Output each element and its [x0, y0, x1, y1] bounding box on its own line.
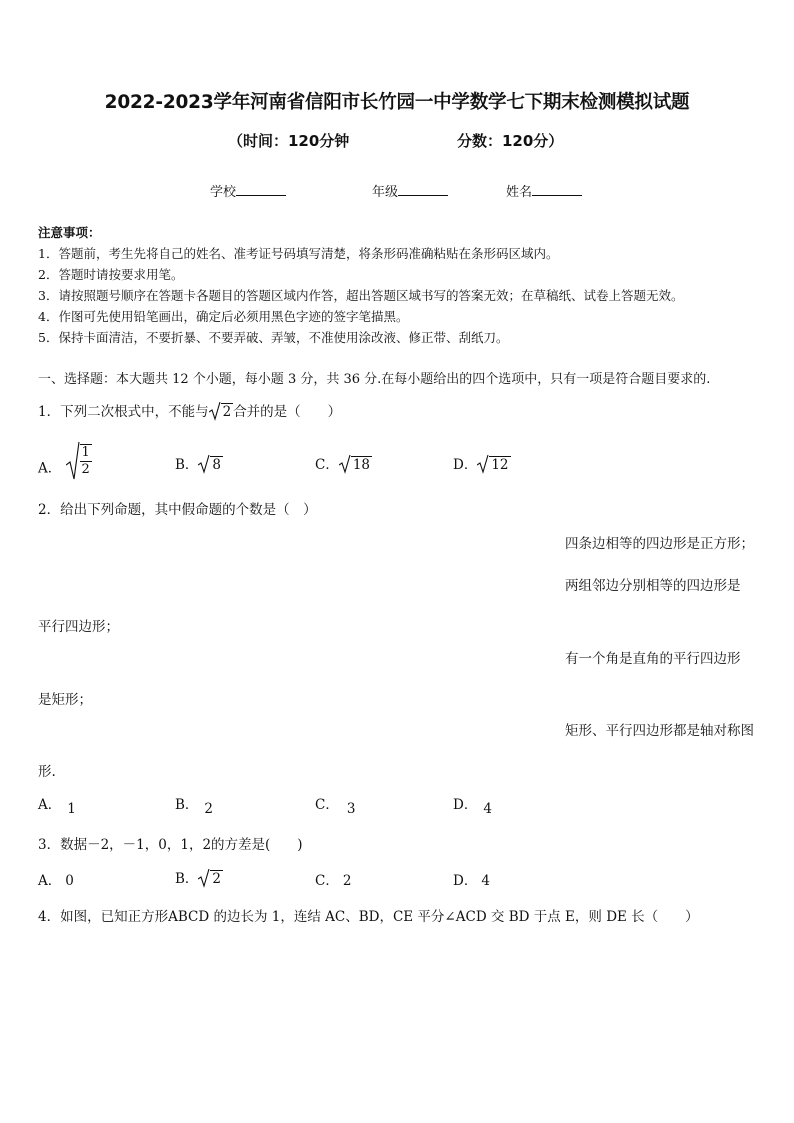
school-field	[210, 181, 286, 200]
exam-title: 2022-2023学年河南省信阳市长竹园一中学数学七下期末检测模拟试题	[104, 92, 690, 113]
name-blank	[532, 183, 582, 196]
q3-option-c[interactable]	[315, 869, 351, 889]
time-limit: （时间：120分钟	[228, 132, 350, 150]
sqrt-expression	[198, 871, 223, 887]
option-value: 0	[65, 873, 74, 889]
option-label: D．	[453, 797, 478, 813]
fraction	[80, 444, 92, 478]
option-value: 4	[483, 801, 492, 817]
notice-heading: 注意事项：	[38, 225, 101, 240]
name-field	[506, 181, 582, 200]
q2-statement-line: 是矩形；	[38, 692, 92, 708]
option-value: 4	[481, 873, 490, 889]
option-label: A．	[38, 460, 62, 477]
q2-statement-line: 矩形、平行四边形都是轴对称图	[565, 723, 754, 739]
q2-statement-line: 形.	[38, 764, 56, 780]
grade-field	[372, 181, 448, 200]
q2-option-c[interactable]	[315, 793, 356, 817]
q1-stem-part-b: 合并的是（ ）	[233, 404, 342, 420]
q1-stem-part-a: 1．下列二次根式中，不能与	[38, 404, 209, 420]
q2-statement-line: 有一个角是直角的平行四边形	[565, 651, 741, 667]
q1-option-d[interactable]	[453, 453, 511, 473]
grade-label: 年级	[372, 185, 399, 200]
numerator: 1	[81, 445, 90, 460]
radicand: 2	[222, 404, 232, 420]
q3-option-a[interactable]	[38, 869, 74, 889]
question-1-stem	[38, 400, 341, 420]
option-label: C．	[315, 797, 339, 813]
radical-sign-icon	[198, 454, 210, 474]
option-label: A．	[38, 873, 62, 889]
option-value: 2	[204, 801, 214, 817]
radical-sign-icon	[198, 868, 210, 888]
name-label: 姓名	[506, 185, 533, 200]
sqrt-expression	[209, 404, 234, 420]
q2-option-a[interactable]	[38, 793, 76, 817]
denominator: 2	[81, 462, 90, 477]
notice-item: 1．答题前，考生先将自己的姓名、准考证号码填写清楚，将条形码准确粘贴在条形码区域内。	[38, 246, 559, 261]
sqrt-expression	[477, 457, 510, 473]
option-label: C．	[315, 873, 339, 889]
q3-option-b[interactable]	[175, 867, 223, 887]
q3-option-d[interactable]	[453, 869, 490, 889]
radicand: 18	[352, 457, 371, 473]
radicand: 8	[212, 457, 222, 473]
radical-sign-icon	[339, 454, 351, 474]
question-2-stem: 2．给出下列命题，其中假命题的个数是（ ）	[38, 502, 317, 518]
sqrt-fraction	[66, 444, 92, 478]
q2-option-d[interactable]	[453, 793, 492, 817]
option-label: B．	[175, 457, 199, 473]
question-4-stem: 4．如图，已知正方形ABCD 的边长为 1，连结 AC、BD，CE 平分∠ACD 交 BD 于点 E，则 DE 长（ ）	[38, 909, 699, 925]
q1-option-b[interactable]	[175, 453, 223, 473]
notice-item: 5．保持卡面清洁，不要折暴、不要弄破、弄皱，不准使用涂改液、修正带、刮纸刀。	[38, 330, 509, 345]
notice-item: 2．答题时请按要求用笔。	[38, 267, 184, 282]
school-blank	[236, 183, 286, 196]
option-label: B．	[175, 871, 199, 887]
q2-statement-line: 平行四边形；	[38, 619, 119, 635]
q2-statement-line: 两组邻边分别相等的四边形是	[565, 578, 741, 594]
q2-statement-line: 四条边相等的四边形是正方形；	[565, 536, 754, 552]
q1-option-a[interactable]	[38, 445, 92, 486]
option-value: 2	[342, 873, 352, 889]
school-label: 学校	[210, 185, 237, 200]
notice-item: 3．请按照题号顺序在答题卡各题目的答题区域内作答，超出答题区域书写的答案无效；在草稿纸、试卷上答题无效。	[38, 288, 684, 303]
option-value: 3	[346, 801, 356, 817]
option-label: C．	[315, 457, 339, 473]
grade-blank	[398, 183, 448, 196]
q1-option-c[interactable]	[315, 453, 372, 473]
question-3-stem: 3．数据－2，－1，0，1，2的方差是( )	[38, 837, 303, 853]
sqrt-expression	[339, 457, 372, 473]
option-value: 1	[67, 801, 76, 817]
radicand: 2	[212, 871, 222, 887]
radicand: 12	[491, 457, 509, 473]
radical-sign-icon	[477, 454, 489, 474]
option-label: B．	[175, 797, 199, 813]
option-label: A．	[38, 797, 62, 813]
notice-block	[38, 222, 683, 348]
total-score: 分数：120分）	[457, 132, 564, 150]
section-heading: 一、选择题：本大题共 12 个小题，每小题 3 分，共 36 分.在每小题给出的四个选项中，只有一项是符合题目要求的.	[38, 372, 711, 387]
radical-sign-icon	[66, 441, 80, 481]
sqrt-expression	[198, 457, 223, 473]
option-label: D．	[453, 873, 478, 889]
q2-option-b[interactable]	[175, 793, 214, 817]
notice-item: 4．作图可先使用铅笔画出，确定后必须用黑色字迹的签字笔描黑。	[38, 309, 409, 324]
radical-sign-icon	[209, 401, 221, 421]
option-label: D．	[453, 457, 478, 473]
